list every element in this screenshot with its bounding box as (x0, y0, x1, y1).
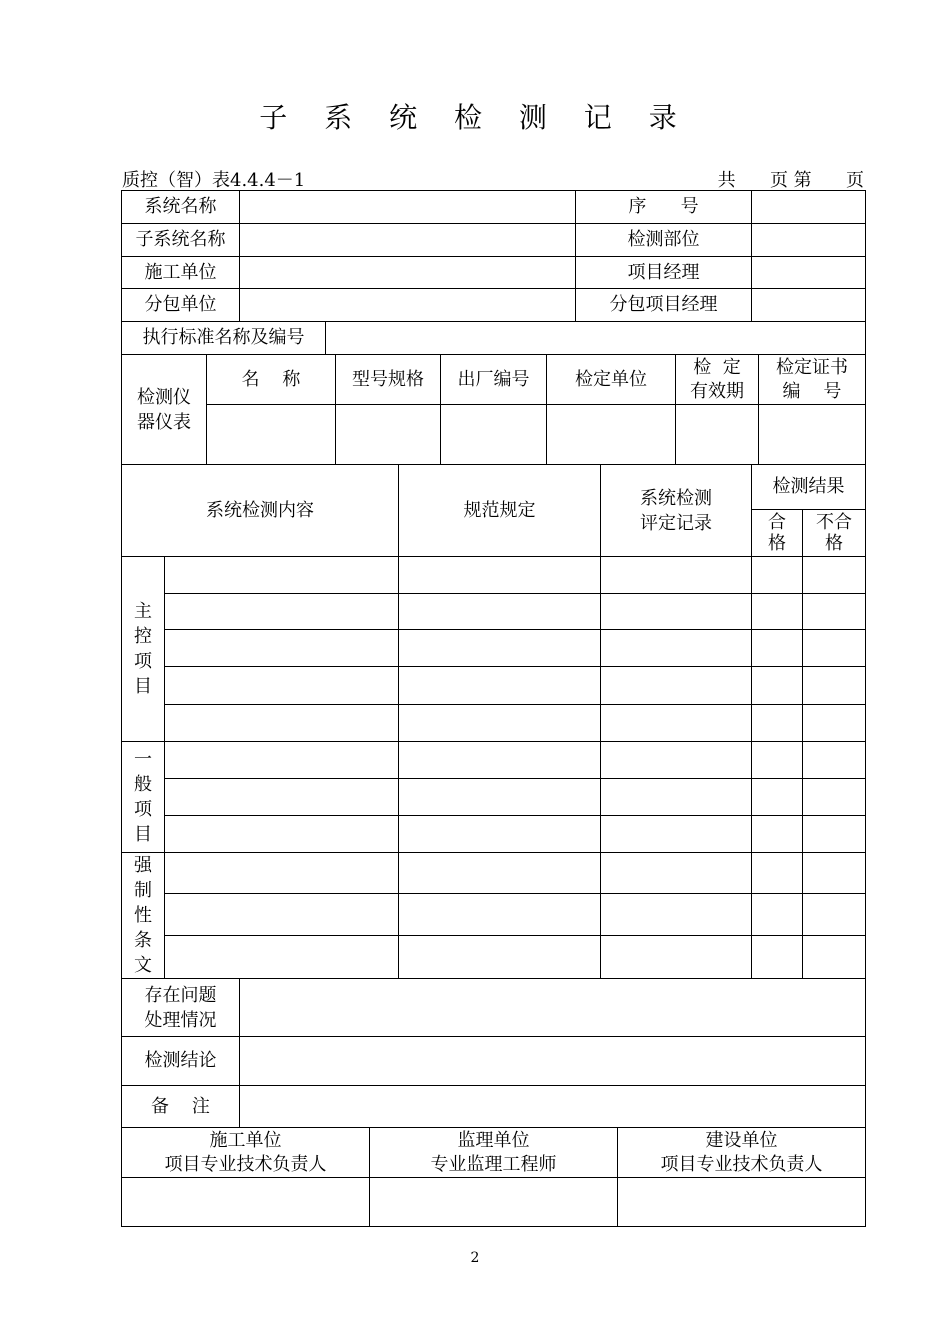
header-fail-line1: 不合 (816, 512, 852, 533)
header-pass-line2: 格 (768, 533, 786, 554)
group-mandatory-char-4: 条 (134, 930, 152, 951)
group-mandatory-char-5: 文 (134, 955, 152, 976)
sign-owner-line2: 项目专业技术负责人 (660, 1153, 823, 1175)
label-system-name: 系统名称 (121, 190, 240, 224)
inst-calib-unit-field[interactable] (546, 404, 676, 465)
pass-column (751, 556, 803, 979)
inst-name-field[interactable] (206, 404, 336, 465)
inst-cert-no-field[interactable] (758, 404, 866, 465)
label-subcontract-unit: 分包单位 (121, 288, 240, 322)
label-instruments-line2: 器仪表 (137, 411, 191, 433)
group-main-char-3: 项 (134, 651, 152, 672)
group-general-char-2: 般 (134, 774, 152, 795)
group-mandatory-char-1: 强 (134, 855, 152, 876)
label-subcontract-manager: 分包项目经理 (575, 288, 752, 322)
group-divider (121, 741, 866, 742)
group-main-char-2: 控 (134, 626, 152, 647)
group-main-items (121, 556, 165, 742)
group-main-char-1: 主 (134, 601, 152, 622)
inst-validity-line1: 检 定 (693, 356, 741, 378)
label-problems-line1: 存在问题 (144, 984, 217, 1006)
group-main-char-4: 目 (134, 676, 152, 697)
header-record-line1: 系统检测 (640, 487, 712, 509)
sign-construction-line2: 项目专业技术负责人 (164, 1153, 327, 1175)
row-divider (164, 935, 866, 936)
inst-validity-field[interactable] (675, 404, 759, 465)
header-spec: 规范规定 (398, 464, 601, 557)
label-instruments (121, 354, 207, 465)
content-column (164, 556, 399, 979)
row-divider (164, 893, 866, 894)
group-mandatory-char-2: 制 (134, 880, 152, 901)
sign-supervision-line1: 监理单位 (457, 1129, 530, 1151)
header-content: 系统检测内容 (121, 464, 399, 557)
label-remarks: 备 注 (121, 1085, 240, 1128)
inst-header-model: 型号规格 (335, 354, 441, 405)
subcontract-unit-field[interactable] (239, 288, 576, 322)
header-fail-line2: 格 (825, 533, 843, 554)
inst-header-name: 名 称 (206, 354, 336, 405)
test-location-field[interactable] (751, 223, 866, 257)
group-general-char-4: 目 (134, 824, 152, 845)
inst-header-cert-no (758, 354, 866, 405)
inst-validity-line2: 有效期 (690, 380, 744, 402)
sign-supervision-line2: 专业监理工程师 (430, 1153, 557, 1175)
label-serial-no: 序 号 (575, 190, 752, 224)
label-subsystem-name: 子系统名称 (121, 223, 240, 257)
inst-cert-line2: 编 号 (782, 380, 842, 402)
header-result: 检测结果 (751, 464, 866, 510)
fail-column (802, 556, 866, 979)
label-standard-name: 执行标准名称及编号 (121, 321, 326, 355)
group-general-char-1: 一 (134, 749, 152, 770)
label-problems-line2: 处理情况 (144, 1009, 217, 1031)
sign-supervision-header (369, 1127, 618, 1178)
sign-construction-header (121, 1127, 370, 1178)
conclusion-field[interactable] (239, 1036, 866, 1086)
record-column (600, 556, 752, 979)
page-count: 共 页 第 页 (717, 170, 864, 191)
header-pass (751, 509, 803, 557)
spec-column (398, 556, 601, 979)
page-number: 2 (470, 1250, 480, 1266)
inst-header-validity (675, 354, 759, 405)
serial-no-field[interactable] (751, 190, 866, 224)
row-divider (164, 778, 866, 779)
subcontract-manager-field[interactable] (751, 288, 866, 322)
document-title: 子 系 统 检 测 记 录 (259, 101, 691, 134)
remarks-field[interactable] (239, 1085, 866, 1128)
label-project-manager: 项目经理 (575, 256, 752, 289)
inst-header-factory-no: 出厂编号 (440, 354, 547, 405)
row-divider (164, 666, 866, 667)
sign-supervision-field[interactable] (369, 1177, 618, 1227)
inspection-form (121, 190, 866, 1227)
header-record (600, 464, 752, 557)
inst-factory-no-field[interactable] (440, 404, 547, 465)
header-fail (802, 509, 866, 557)
project-manager-field[interactable] (751, 256, 866, 289)
construction-unit-field[interactable] (239, 256, 576, 289)
sign-construction-field[interactable] (121, 1177, 370, 1227)
label-conclusion: 检测结论 (121, 1036, 240, 1086)
row-divider (164, 629, 866, 630)
group-mandatory (121, 852, 165, 979)
group-mandatory-char-3: 性 (134, 905, 152, 926)
sign-construction-line1: 施工单位 (209, 1129, 282, 1151)
label-test-location: 检测部位 (575, 223, 752, 257)
standard-name-field[interactable] (325, 321, 866, 355)
group-divider (121, 852, 866, 853)
row-divider (164, 704, 866, 705)
row-divider (164, 593, 866, 594)
group-general-char-3: 项 (134, 799, 152, 820)
inst-cert-line1: 检定证书 (776, 356, 848, 378)
sign-owner-line1: 建设单位 (705, 1129, 778, 1151)
inst-header-calib-unit: 检定单位 (546, 354, 676, 405)
form-code: 质控（智）表4.4.4－1 (122, 170, 306, 191)
header-pass-line1: 合 (768, 512, 786, 533)
row-divider (164, 815, 866, 816)
sign-owner-field[interactable] (617, 1177, 866, 1227)
label-instruments-line1: 检测仪 (137, 386, 191, 408)
problems-field[interactable] (239, 978, 866, 1037)
inst-model-field[interactable] (335, 404, 441, 465)
system-name-field[interactable] (239, 190, 576, 224)
label-construction-unit: 施工单位 (121, 256, 240, 289)
subsystem-name-field[interactable] (239, 223, 576, 257)
label-problems (121, 978, 240, 1037)
group-general-items (121, 741, 165, 853)
header-record-line2: 评定记录 (640, 512, 712, 534)
sign-owner-header (617, 1127, 866, 1178)
